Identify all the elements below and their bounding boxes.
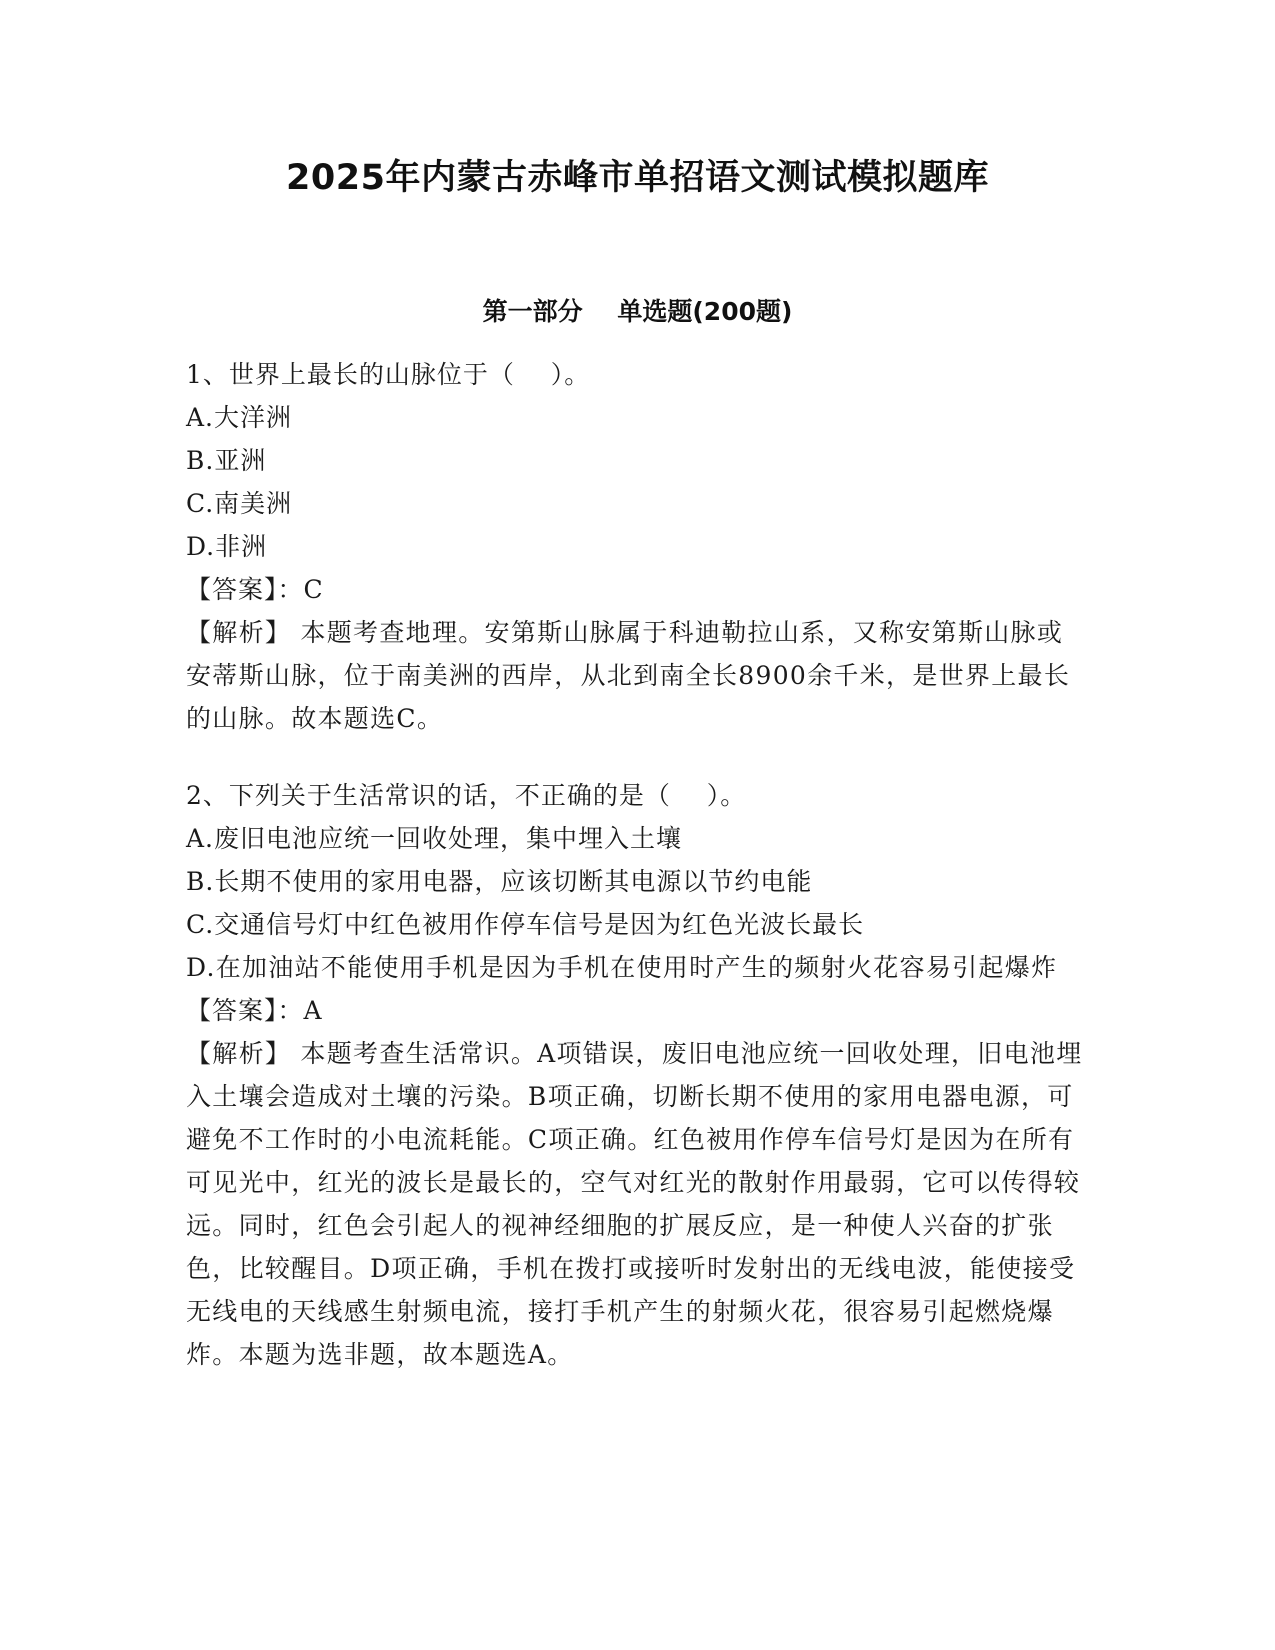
- question-stem: 2、下列关于生活常识的话，不正确的是（ ）。: [186, 781, 747, 810]
- answer-line: 【答案】：C: [186, 575, 324, 604]
- option-d: D.非洲: [186, 532, 268, 561]
- option-d: D.在加油站不能使用手机是因为手机在使用时产生的频射火花容易引起爆炸: [186, 953, 1058, 982]
- option-c: C.交通信号灯中红色被用作停车信号是因为红色光波长最长: [186, 910, 865, 939]
- answer-line: 【答案】：A: [186, 996, 323, 1025]
- question-block: [186, 353, 1086, 740]
- document-title: 2025年内蒙古赤峰市单招语文测试模拟题库: [286, 158, 989, 198]
- option-b: B.长期不使用的家用电器，应该切断其电源以节约电能: [186, 867, 813, 896]
- question-block: [186, 774, 1086, 1376]
- option-a: A.废旧电池应统一回收处理，集中埋入土壤: [186, 824, 683, 853]
- option-c: C.南美洲: [186, 489, 293, 518]
- analysis-paragraph: 【解析】 本题考查地理。安第斯山脉属于科迪勒拉山系，又称安第斯山脉或安蒂斯山脉，位于南美洲的西岸，从北到南全长8900余千米，是世界上最长的山脉。故本题选C。: [186, 618, 1071, 733]
- section-title: 第一部分 单选题(200题): [482, 297, 793, 326]
- question-stem: 1、世界上最长的山脉位于（ ）。: [186, 360, 591, 389]
- question-spacer: [186, 740, 1086, 774]
- question-list: [186, 353, 1086, 1376]
- analysis-paragraph: 【解析】 本题考查生活常识。A项错误，废旧电池应统一回收处理，旧电池埋入土壤会造成对土壤的污染。B项正确，切断长期不使用的家用电器电源，可避免不工作时的小电流耗能。C项正确。红色被用作停车信号灯是因为在所有可见光中，红光的波长是最长的，空气对红光的散射作用最弱，它可以传得较远。同时，红色会引起人的视神经细胞的扩展反应，是一种使人兴奋的扩张色，比较醒目。D项正确，手机在拨打或接听时发射出的无线电波，能使接受无线电的天线感生射频电流，接打手机产生的射频火花，很容易引起燃烧爆炸。本题为选非题，故本题选A。: [186, 1039, 1083, 1369]
- option-a: A.大洋洲: [186, 403, 293, 432]
- option-b: B.亚洲: [186, 446, 267, 475]
